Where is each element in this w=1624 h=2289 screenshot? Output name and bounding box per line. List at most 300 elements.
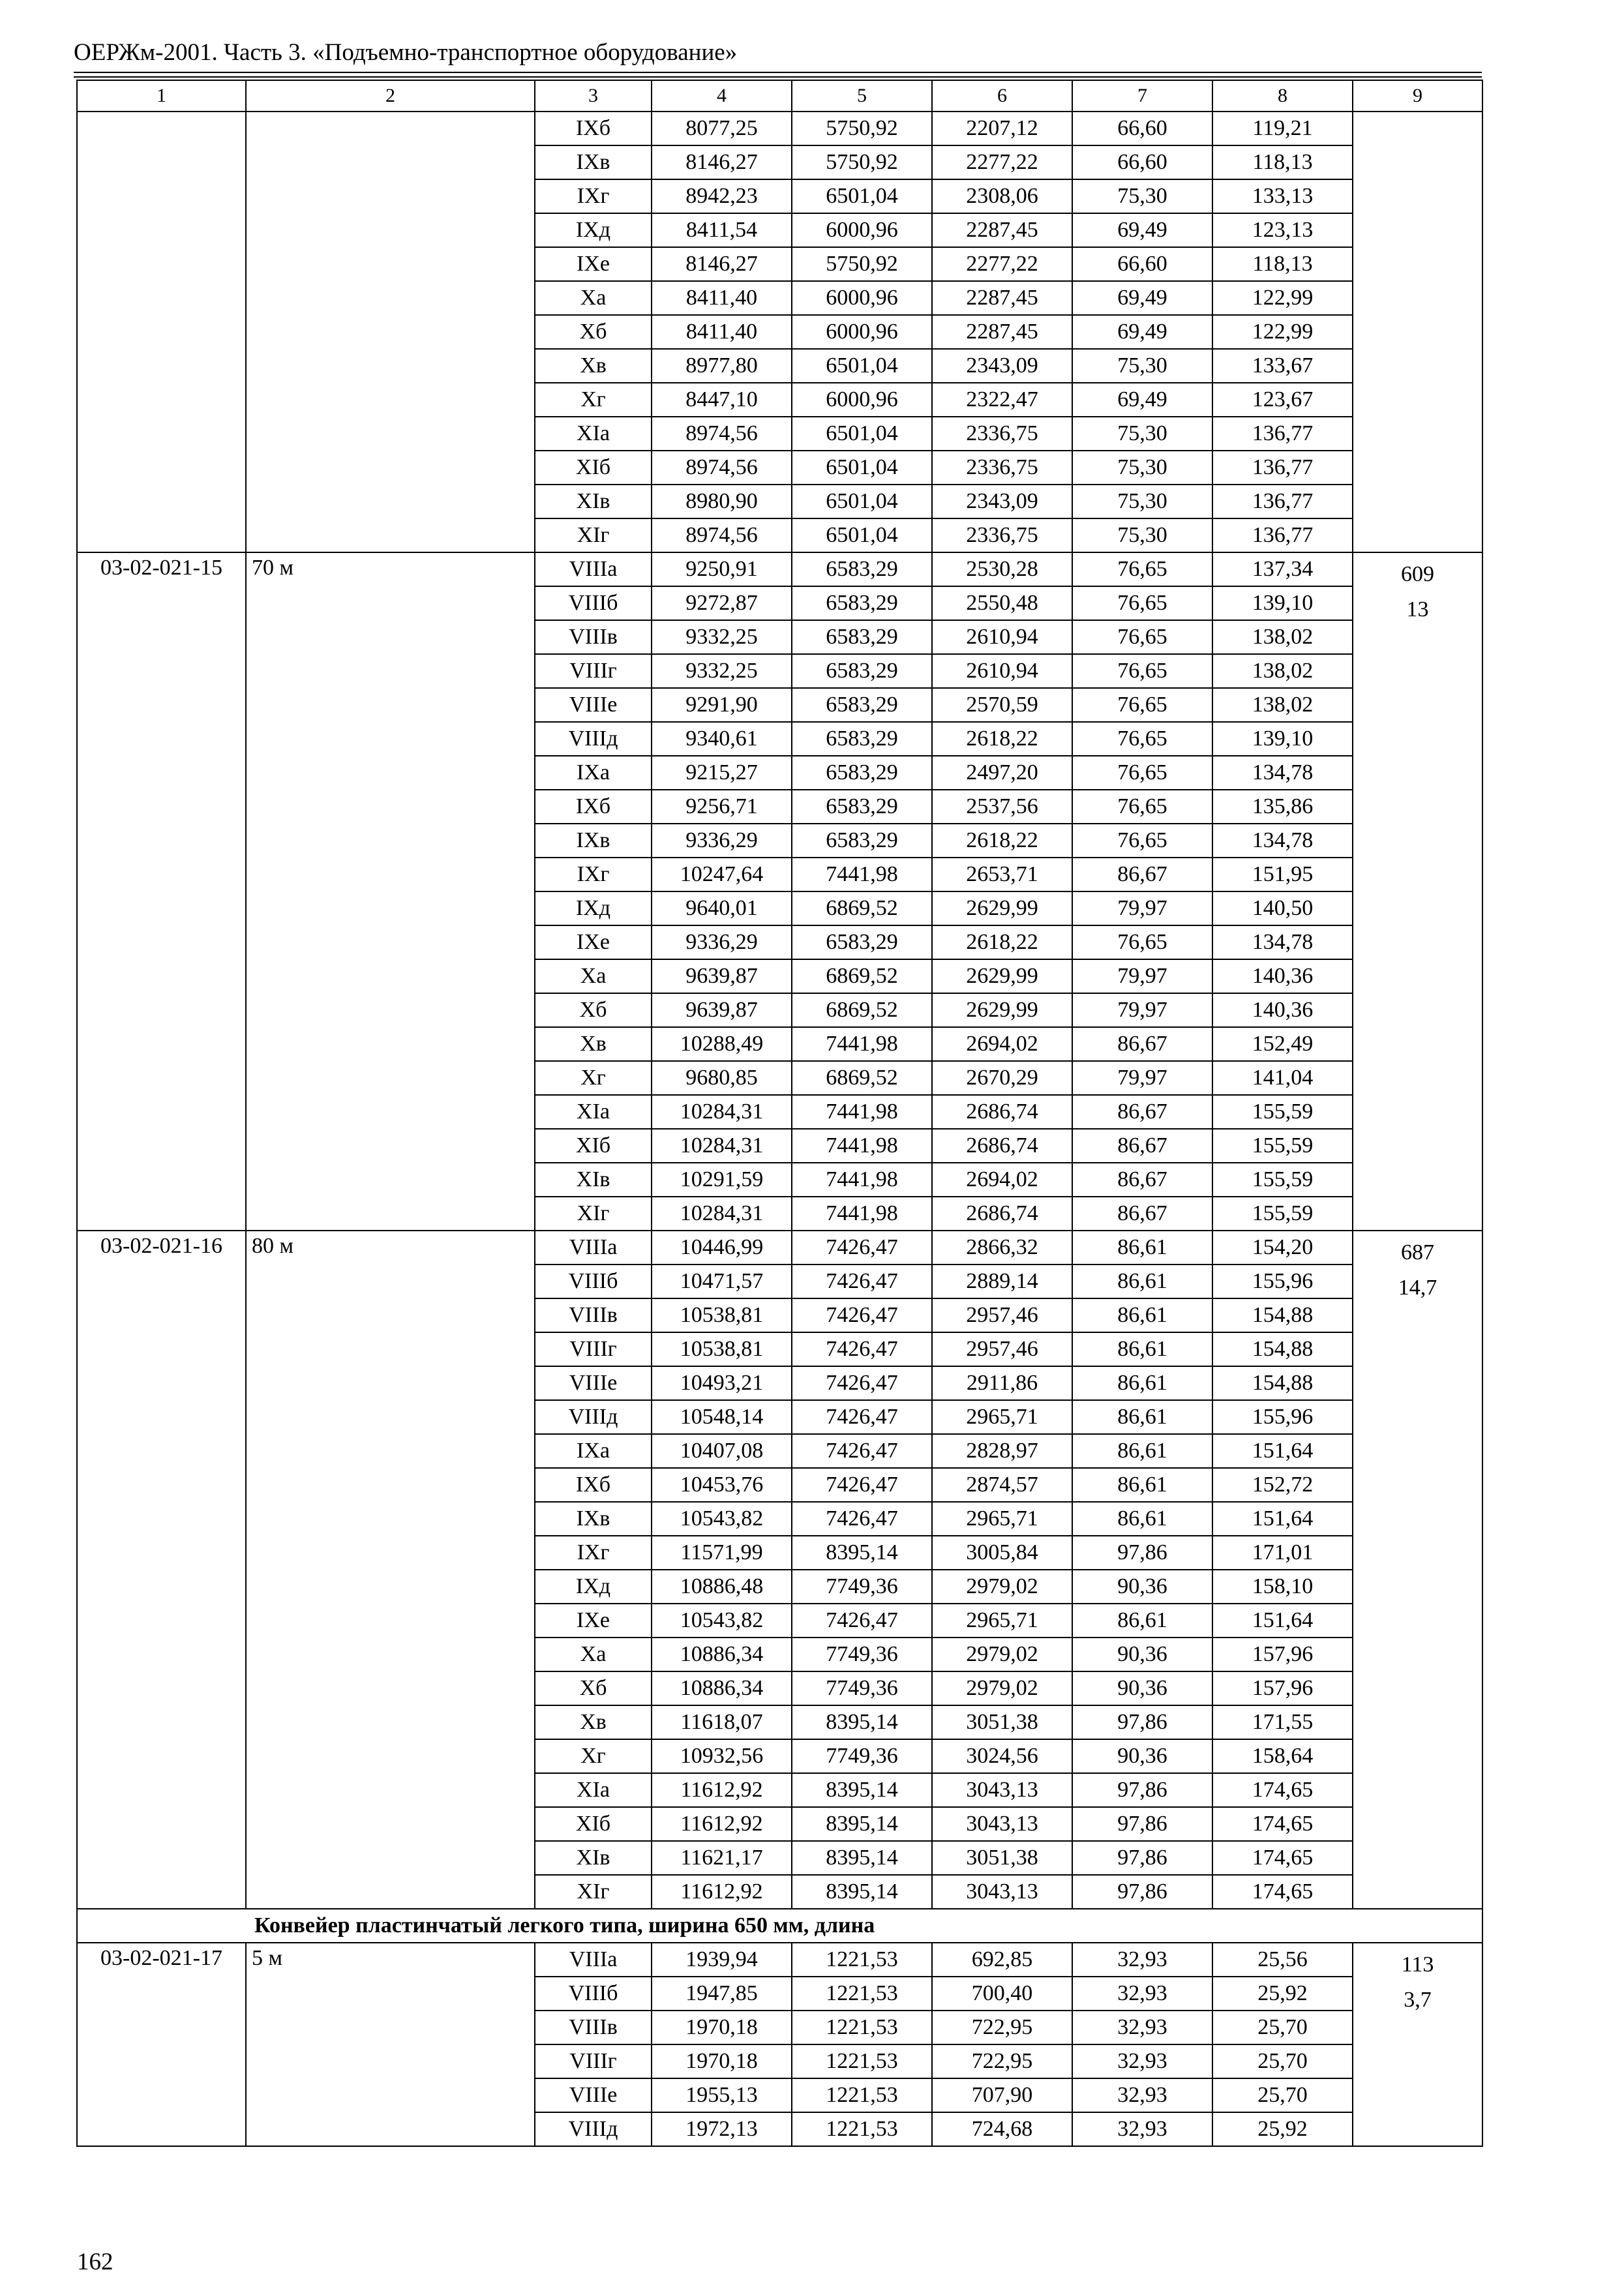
materials-cost-cell: 134,78 xyxy=(1212,756,1353,790)
header-rule-second xyxy=(74,76,1482,78)
materials-cost-cell: 155,59 xyxy=(1212,1197,1353,1231)
total-cost-cell: 9272,87 xyxy=(652,586,792,620)
materials-cost-cell: 154,88 xyxy=(1212,1332,1353,1366)
total-cost-cell: 11612,92 xyxy=(652,1773,792,1807)
zone-cell: XIб xyxy=(535,1129,652,1163)
machine-cost-cell: 3051,38 xyxy=(932,1841,1072,1875)
zone-cell: IXг xyxy=(535,179,652,213)
zone-cell: Xб xyxy=(535,993,652,1027)
machine-cost-cell: 2343,09 xyxy=(932,485,1072,518)
materials-cost-cell: 151,64 xyxy=(1212,1434,1353,1468)
materials-cost-cell: 155,59 xyxy=(1212,1163,1353,1197)
labor-hours-cell: 90,36 xyxy=(1072,1570,1212,1604)
labor-cost-cell: 7749,36 xyxy=(792,1671,932,1705)
machine-cost-cell: 2653,71 xyxy=(932,858,1072,891)
materials-cost-cell: 155,59 xyxy=(1212,1129,1353,1163)
machine-cost-cell: 3051,38 xyxy=(932,1705,1072,1739)
materials-cost-cell: 157,96 xyxy=(1212,1671,1353,1705)
zone-cell: IXд xyxy=(535,213,652,247)
labor-hours-cell: 76,65 xyxy=(1072,824,1212,858)
machine-cost-cell: 2530,28 xyxy=(932,552,1072,586)
labor-cost-cell: 6869,52 xyxy=(792,959,932,993)
labor-cost-cell: 8395,14 xyxy=(792,1536,932,1570)
column-number-row xyxy=(77,80,1482,112)
column-number: 9 xyxy=(1353,80,1482,112)
labor-cost-cell: 7426,47 xyxy=(792,1231,932,1264)
materials-cost-cell: 119,21 xyxy=(1212,112,1353,145)
labor-hours-cell: 86,67 xyxy=(1072,858,1212,891)
materials-cost-cell: 151,95 xyxy=(1212,858,1353,891)
table-row xyxy=(77,552,1482,586)
zone-cell: IXв xyxy=(535,145,652,179)
machine-cost-cell: 2957,46 xyxy=(932,1298,1072,1332)
materials-cost-cell: 171,01 xyxy=(1212,1536,1353,1570)
zone-cell: XIб xyxy=(535,451,652,485)
labor-hours-cell: 32,93 xyxy=(1072,2112,1212,2146)
zone-cell: IXб xyxy=(535,790,652,824)
machine-cost-cell: 2866,32 xyxy=(932,1231,1072,1264)
zone-cell: VIIIд xyxy=(535,1400,652,1434)
machine-cost-cell: 2277,22 xyxy=(932,145,1072,179)
total-cost-cell: 9680,85 xyxy=(652,1061,792,1095)
zone-cell: XIг xyxy=(535,1197,652,1231)
machine-cost-cell: 3043,13 xyxy=(932,1807,1072,1841)
labor-cost-cell: 6000,96 xyxy=(792,315,932,349)
total-cost-cell: 10543,82 xyxy=(652,1502,792,1536)
materials-cost-cell: 123,13 xyxy=(1212,213,1353,247)
total-cost-cell: 1970,18 xyxy=(652,2011,792,2044)
total-cost-cell: 9340,61 xyxy=(652,722,792,756)
equipment-mass-cell xyxy=(1353,112,1482,552)
total-cost-cell: 10453,76 xyxy=(652,1468,792,1502)
labor-hours-cell: 86,61 xyxy=(1072,1264,1212,1298)
total-cost-cell: 10407,08 xyxy=(652,1434,792,1468)
table-row xyxy=(77,1943,1482,1977)
materials-cost-cell: 154,88 xyxy=(1212,1366,1353,1400)
total-cost-cell: 10288,49 xyxy=(652,1027,792,1061)
machine-cost-cell: 2686,74 xyxy=(932,1095,1072,1129)
materials-cost-cell: 25,70 xyxy=(1212,2044,1353,2078)
zone-cell: Xа xyxy=(535,281,652,315)
zone-cell: IXг xyxy=(535,1536,652,1570)
labor-cost-cell: 7441,98 xyxy=(792,1095,932,1129)
rate-name-cell xyxy=(246,112,535,552)
rates-table xyxy=(76,80,1483,2147)
rates-table-body xyxy=(77,80,1482,2146)
total-cost-cell: 10493,21 xyxy=(652,1366,792,1400)
total-cost-cell: 8980,90 xyxy=(652,485,792,518)
zone-cell: Xб xyxy=(535,315,652,349)
zone-cell: IXб xyxy=(535,112,652,145)
machine-cost-cell: 3024,56 xyxy=(932,1739,1072,1773)
labor-cost-cell: 6869,52 xyxy=(792,993,932,1027)
labor-hours-cell: 76,65 xyxy=(1072,722,1212,756)
labor-hours-cell: 97,86 xyxy=(1072,1536,1212,1570)
machine-cost-cell: 2550,48 xyxy=(932,586,1072,620)
rate-code-cell: 03-02-021-16 xyxy=(77,1231,246,1909)
labor-cost-cell: 1221,53 xyxy=(792,2078,932,2112)
column-number: 6 xyxy=(932,80,1072,112)
labor-cost-cell: 7426,47 xyxy=(792,1298,932,1332)
materials-cost-cell: 171,55 xyxy=(1212,1705,1353,1739)
materials-cost-cell: 138,02 xyxy=(1212,654,1353,688)
total-cost-cell: 10284,31 xyxy=(652,1129,792,1163)
labor-cost-cell: 6583,29 xyxy=(792,790,932,824)
labor-hours-cell: 75,30 xyxy=(1072,518,1212,552)
total-cost-cell: 10446,99 xyxy=(652,1231,792,1264)
labor-hours-cell: 86,61 xyxy=(1072,1366,1212,1400)
labor-cost-cell: 6583,29 xyxy=(792,824,932,858)
materials-cost-cell: 154,88 xyxy=(1212,1298,1353,1332)
total-cost-cell: 8411,40 xyxy=(652,281,792,315)
total-cost-cell: 1955,13 xyxy=(652,2078,792,2112)
labor-cost-cell: 6501,04 xyxy=(792,349,932,383)
machine-cost-cell: 2618,22 xyxy=(932,722,1072,756)
labor-hours-cell: 75,30 xyxy=(1072,417,1212,451)
labor-hours-cell: 75,30 xyxy=(1072,451,1212,485)
machine-cost-cell: 2497,20 xyxy=(932,756,1072,790)
total-cost-cell: 8411,40 xyxy=(652,315,792,349)
labor-cost-cell: 6000,96 xyxy=(792,383,932,417)
zone-cell: Xб xyxy=(535,1671,652,1705)
machine-cost-cell: 2629,99 xyxy=(932,993,1072,1027)
total-cost-cell: 10886,34 xyxy=(652,1638,792,1671)
section-title: Конвейер пластинчатый легкого типа, ширина 650 мм, длина xyxy=(77,1909,1482,1943)
zone-cell: Xг xyxy=(535,1061,652,1095)
labor-hours-cell: 75,30 xyxy=(1072,349,1212,383)
labor-hours-cell: 69,49 xyxy=(1072,383,1212,417)
labor-cost-cell: 7749,36 xyxy=(792,1570,932,1604)
zone-cell: Xв xyxy=(535,1705,652,1739)
labor-cost-cell: 6501,04 xyxy=(792,451,932,485)
total-cost-cell: 10538,81 xyxy=(652,1332,792,1366)
total-cost-cell: 1939,94 xyxy=(652,1943,792,1977)
labor-hours-cell: 97,86 xyxy=(1072,1773,1212,1807)
rate-name-cell: 80 м xyxy=(246,1231,535,1909)
zone-cell: XIв xyxy=(535,485,652,518)
labor-hours-cell: 76,65 xyxy=(1072,688,1212,722)
column-number: 5 xyxy=(792,80,932,112)
machine-cost-cell: 692,85 xyxy=(932,1943,1072,1977)
rate-code-cell: 03-02-021-15 xyxy=(77,552,246,1231)
rate-code-cell xyxy=(77,112,246,552)
labor-cost-cell: 7749,36 xyxy=(792,1638,932,1671)
zone-cell: VIIIв xyxy=(535,620,652,654)
labor-cost-cell: 7426,47 xyxy=(792,1434,932,1468)
labor-cost-cell: 6501,04 xyxy=(792,485,932,518)
zone-cell: IXд xyxy=(535,1570,652,1604)
materials-cost-cell: 174,65 xyxy=(1212,1875,1353,1909)
labor-hours-cell: 79,97 xyxy=(1072,993,1212,1027)
machine-cost-cell: 2979,02 xyxy=(932,1570,1072,1604)
machine-cost-cell: 2957,46 xyxy=(932,1332,1072,1366)
zone-cell: VIIIа xyxy=(535,552,652,586)
total-cost-cell: 8974,56 xyxy=(652,518,792,552)
total-cost-cell: 8974,56 xyxy=(652,417,792,451)
machine-cost-cell: 2670,29 xyxy=(932,1061,1072,1095)
materials-cost-cell: 25,70 xyxy=(1212,2078,1353,2112)
labor-cost-cell: 5750,92 xyxy=(792,112,932,145)
total-cost-cell: 9639,87 xyxy=(652,959,792,993)
table-row xyxy=(77,112,1482,145)
zone-cell: IXе xyxy=(535,925,652,959)
table-row xyxy=(77,1231,1482,1264)
materials-cost-cell: 135,86 xyxy=(1212,790,1353,824)
machine-cost-cell: 2537,56 xyxy=(932,790,1072,824)
total-cost-cell: 8146,27 xyxy=(652,145,792,179)
machine-cost-cell: 2629,99 xyxy=(932,891,1072,925)
total-cost-cell: 11612,92 xyxy=(652,1807,792,1841)
zone-cell: Xа xyxy=(535,959,652,993)
labor-cost-cell: 6583,29 xyxy=(792,722,932,756)
labor-cost-cell: 6583,29 xyxy=(792,586,932,620)
labor-cost-cell: 7749,36 xyxy=(792,1739,932,1773)
equipment-mass-value: 14,7 xyxy=(1398,1276,1437,1300)
materials-cost-cell: 133,67 xyxy=(1212,349,1353,383)
zone-cell: XIг xyxy=(535,1875,652,1909)
labor-cost-cell: 6000,96 xyxy=(792,213,932,247)
labor-cost-cell: 6869,52 xyxy=(792,891,932,925)
labor-cost-cell: 6583,29 xyxy=(792,620,932,654)
zone-cell: VIIIе xyxy=(535,1366,652,1400)
equipment-mass-value: 113 xyxy=(1401,1952,1434,1977)
labor-hours-cell: 75,30 xyxy=(1072,485,1212,518)
zone-cell: VIIIг xyxy=(535,1332,652,1366)
machine-cost-cell: 2979,02 xyxy=(932,1638,1072,1671)
labor-cost-cell: 5750,92 xyxy=(792,247,932,281)
total-cost-cell: 11621,17 xyxy=(652,1841,792,1875)
zone-cell: Xг xyxy=(535,383,652,417)
zone-cell: VIIIг xyxy=(535,2044,652,2078)
column-number: 3 xyxy=(535,80,652,112)
zone-cell: Xг xyxy=(535,1739,652,1773)
labor-hours-cell: 90,36 xyxy=(1072,1638,1212,1671)
materials-cost-cell: 151,64 xyxy=(1212,1604,1353,1638)
materials-cost-cell: 158,10 xyxy=(1212,1570,1353,1604)
labor-hours-cell: 66,60 xyxy=(1072,145,1212,179)
labor-cost-cell: 6869,52 xyxy=(792,1061,932,1095)
labor-cost-cell: 1221,53 xyxy=(792,2112,932,2146)
total-cost-cell: 8942,23 xyxy=(652,179,792,213)
labor-hours-cell: 69,49 xyxy=(1072,281,1212,315)
total-cost-cell: 9639,87 xyxy=(652,993,792,1027)
machine-cost-cell: 2336,75 xyxy=(932,518,1072,552)
labor-hours-cell: 86,61 xyxy=(1072,1604,1212,1638)
zone-cell: XIб xyxy=(535,1807,652,1841)
machine-cost-cell: 2618,22 xyxy=(932,925,1072,959)
column-number: 4 xyxy=(652,80,792,112)
machine-cost-cell: 2694,02 xyxy=(932,1027,1072,1061)
materials-cost-cell: 133,13 xyxy=(1212,179,1353,213)
machine-cost-cell: 2308,06 xyxy=(932,179,1072,213)
labor-hours-cell: 76,65 xyxy=(1072,552,1212,586)
zone-cell: VIIIг xyxy=(535,654,652,688)
machine-cost-cell: 2889,14 xyxy=(932,1264,1072,1298)
materials-cost-cell: 136,77 xyxy=(1212,518,1353,552)
labor-hours-cell: 86,67 xyxy=(1072,1027,1212,1061)
labor-hours-cell: 76,65 xyxy=(1072,586,1212,620)
zone-cell: IXв xyxy=(535,824,652,858)
materials-cost-cell: 157,96 xyxy=(1212,1638,1353,1671)
labor-cost-cell: 5750,92 xyxy=(792,145,932,179)
total-cost-cell: 9291,90 xyxy=(652,688,792,722)
materials-cost-cell: 152,72 xyxy=(1212,1468,1353,1502)
zone-cell: Xв xyxy=(535,1027,652,1061)
zone-cell: VIIIб xyxy=(535,586,652,620)
materials-cost-cell: 174,65 xyxy=(1212,1773,1353,1807)
materials-cost-cell: 152,49 xyxy=(1212,1027,1353,1061)
materials-cost-cell: 154,20 xyxy=(1212,1231,1353,1264)
total-cost-cell: 1947,85 xyxy=(652,1977,792,2011)
labor-cost-cell: 7426,47 xyxy=(792,1366,932,1400)
total-cost-cell: 8977,80 xyxy=(652,349,792,383)
zone-cell: XIв xyxy=(535,1163,652,1197)
total-cost-cell: 8447,10 xyxy=(652,383,792,417)
materials-cost-cell: 158,64 xyxy=(1212,1739,1353,1773)
zone-cell: VIIIа xyxy=(535,1943,652,1977)
labor-hours-cell: 86,61 xyxy=(1072,1332,1212,1366)
zone-cell: XIа xyxy=(535,417,652,451)
total-cost-cell: 10284,31 xyxy=(652,1095,792,1129)
machine-cost-cell: 2979,02 xyxy=(932,1671,1072,1705)
total-cost-cell: 8411,54 xyxy=(652,213,792,247)
labor-cost-cell: 7426,47 xyxy=(792,1604,932,1638)
machine-cost-cell: 2686,74 xyxy=(932,1129,1072,1163)
zone-cell: IXг xyxy=(535,858,652,891)
materials-cost-cell: 118,13 xyxy=(1212,145,1353,179)
materials-cost-cell: 134,78 xyxy=(1212,824,1353,858)
machine-cost-cell: 722,95 xyxy=(932,2044,1072,2078)
labor-cost-cell: 7426,47 xyxy=(792,1264,932,1298)
labor-cost-cell: 8395,14 xyxy=(792,1773,932,1807)
materials-cost-cell: 25,56 xyxy=(1212,1943,1353,1977)
materials-cost-cell: 141,04 xyxy=(1212,1061,1353,1095)
machine-cost-cell: 3043,13 xyxy=(932,1773,1072,1807)
materials-cost-cell: 25,92 xyxy=(1212,2112,1353,2146)
labor-hours-cell: 86,61 xyxy=(1072,1468,1212,1502)
labor-hours-cell: 69,49 xyxy=(1072,315,1212,349)
labor-hours-cell: 79,97 xyxy=(1072,959,1212,993)
labor-cost-cell: 6000,96 xyxy=(792,281,932,315)
labor-cost-cell: 6583,29 xyxy=(792,552,932,586)
materials-cost-cell: 137,34 xyxy=(1212,552,1353,586)
zone-cell: VIIIв xyxy=(535,1298,652,1332)
total-cost-cell: 9250,91 xyxy=(652,552,792,586)
labor-cost-cell: 7441,98 xyxy=(792,1163,932,1197)
zone-cell: IXб xyxy=(535,1468,652,1502)
machine-cost-cell: 724,68 xyxy=(932,2112,1072,2146)
zone-cell: VIIIд xyxy=(535,2112,652,2146)
machine-cost-cell: 2336,75 xyxy=(932,451,1072,485)
rate-code-cell: 03-02-021-17 xyxy=(77,1943,246,2146)
zone-cell: XIа xyxy=(535,1773,652,1807)
total-cost-cell: 10548,14 xyxy=(652,1400,792,1434)
labor-hours-cell: 90,36 xyxy=(1072,1739,1212,1773)
total-cost-cell: 9336,29 xyxy=(652,925,792,959)
zone-cell: VIIIд xyxy=(535,722,652,756)
labor-hours-cell: 69,49 xyxy=(1072,213,1212,247)
column-number: 7 xyxy=(1072,80,1212,112)
materials-cost-cell: 138,02 xyxy=(1212,620,1353,654)
machine-cost-cell: 722,95 xyxy=(932,2011,1072,2044)
labor-hours-cell: 86,61 xyxy=(1072,1502,1212,1536)
zone-cell: IXе xyxy=(535,247,652,281)
zone-cell: XIг xyxy=(535,518,652,552)
total-cost-cell: 10291,59 xyxy=(652,1163,792,1197)
labor-hours-cell: 86,67 xyxy=(1072,1095,1212,1129)
running-header: ОЕРЖм-2001. Часть 3. «Подъемно-транспортное оборудование» xyxy=(74,39,738,66)
materials-cost-cell: 174,65 xyxy=(1212,1841,1353,1875)
materials-cost-cell: 140,36 xyxy=(1212,959,1353,993)
labor-hours-cell: 32,93 xyxy=(1072,2078,1212,2112)
materials-cost-cell: 151,64 xyxy=(1212,1502,1353,1536)
machine-cost-cell: 2207,12 xyxy=(932,112,1072,145)
labor-cost-cell: 7426,47 xyxy=(792,1468,932,1502)
zone-cell: Xа xyxy=(535,1638,652,1671)
materials-cost-cell: 134,78 xyxy=(1212,925,1353,959)
labor-cost-cell: 7441,98 xyxy=(792,858,932,891)
machine-cost-cell: 2965,71 xyxy=(932,1400,1072,1434)
labor-hours-cell: 97,86 xyxy=(1072,1807,1212,1841)
labor-hours-cell: 76,65 xyxy=(1072,790,1212,824)
materials-cost-cell: 25,70 xyxy=(1212,2011,1353,2044)
labor-cost-cell: 7441,98 xyxy=(792,1129,932,1163)
header-rule xyxy=(74,72,1482,73)
labor-cost-cell: 6501,04 xyxy=(792,518,932,552)
labor-cost-cell: 8395,14 xyxy=(792,1705,932,1739)
materials-cost-cell: 139,10 xyxy=(1212,722,1353,756)
total-cost-cell: 10247,64 xyxy=(652,858,792,891)
materials-cost-cell: 139,10 xyxy=(1212,586,1353,620)
machine-cost-cell: 2287,45 xyxy=(932,213,1072,247)
machine-cost-cell: 2322,47 xyxy=(932,383,1072,417)
machine-cost-cell: 2570,59 xyxy=(932,688,1072,722)
machine-cost-cell: 2911,86 xyxy=(932,1366,1072,1400)
zone-cell: IXе xyxy=(535,1604,652,1638)
materials-cost-cell: 174,65 xyxy=(1212,1807,1353,1841)
column-number: 2 xyxy=(246,80,535,112)
machine-cost-cell: 2287,45 xyxy=(932,281,1072,315)
labor-cost-cell: 6583,29 xyxy=(792,925,932,959)
total-cost-cell: 10543,82 xyxy=(652,1604,792,1638)
machine-cost-cell: 2965,71 xyxy=(932,1502,1072,1536)
labor-cost-cell: 8395,14 xyxy=(792,1807,932,1841)
zone-cell: XIв xyxy=(535,1841,652,1875)
materials-cost-cell: 122,99 xyxy=(1212,281,1353,315)
labor-hours-cell: 90,36 xyxy=(1072,1671,1212,1705)
column-number: 1 xyxy=(77,80,246,112)
machine-cost-cell: 2686,74 xyxy=(932,1197,1072,1231)
labor-hours-cell: 66,60 xyxy=(1072,112,1212,145)
total-cost-cell: 10538,81 xyxy=(652,1298,792,1332)
total-cost-cell: 9256,71 xyxy=(652,790,792,824)
labor-hours-cell: 97,86 xyxy=(1072,1875,1212,1909)
labor-cost-cell: 1221,53 xyxy=(792,1943,932,1977)
labor-hours-cell: 76,65 xyxy=(1072,620,1212,654)
labor-cost-cell: 7426,47 xyxy=(792,1332,932,1366)
labor-hours-cell: 86,67 xyxy=(1072,1197,1212,1231)
machine-cost-cell: 2618,22 xyxy=(932,824,1072,858)
equipment-mass-value: 609 xyxy=(1401,562,1434,586)
machine-cost-cell: 707,90 xyxy=(932,2078,1072,2112)
zone-cell: IXа xyxy=(535,756,652,790)
labor-hours-cell: 86,61 xyxy=(1072,1434,1212,1468)
materials-cost-cell: 155,59 xyxy=(1212,1095,1353,1129)
labor-cost-cell: 1221,53 xyxy=(792,1977,932,2011)
labor-hours-cell: 75,30 xyxy=(1072,179,1212,213)
total-cost-cell: 11571,99 xyxy=(652,1536,792,1570)
materials-cost-cell: 140,50 xyxy=(1212,891,1353,925)
